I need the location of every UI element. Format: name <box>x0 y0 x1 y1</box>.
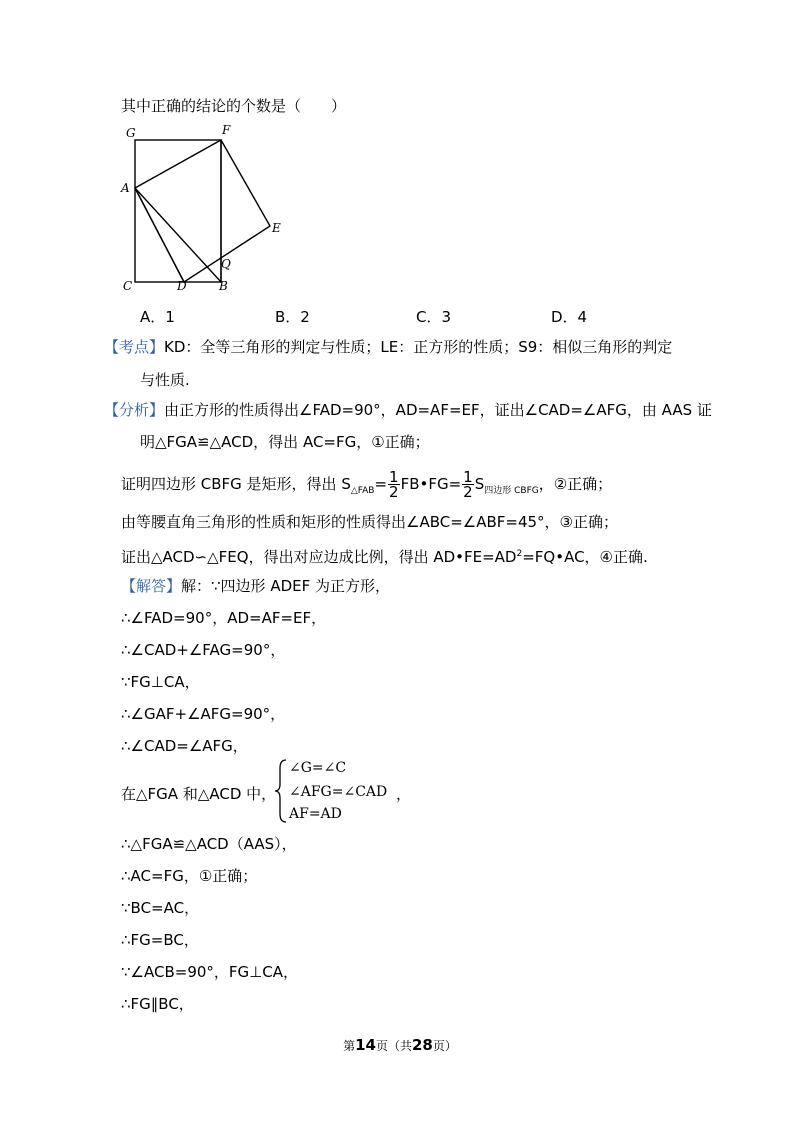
option-d: D．4 <box>551 308 588 326</box>
footer-page-number: 14 <box>355 1036 376 1054</box>
label-g: G <box>126 126 136 140</box>
footer-post: 页） <box>432 1039 457 1053</box>
label-d: D <box>177 279 187 293</box>
fenxi-line1 <box>104 400 712 420</box>
fenxi-line4: 由等腰直角三角形的性质和矩形的性质得出∠ABC=∠ABF=45°，③正确； <box>121 513 619 531</box>
fraction-half <box>388 470 400 499</box>
solution-step-6-post: ， <box>396 785 412 803</box>
rectangle-gcbf <box>135 140 221 282</box>
fenxi-line3-d: S <box>474 475 485 493</box>
system-eq-3: AF=AD <box>289 806 342 822</box>
solution-step-9: ∵BC=AC， <box>121 899 200 917</box>
kaodian-line2: 与性质. <box>140 371 190 389</box>
solution-step-12: ∴FG∥BC， <box>121 995 194 1013</box>
fenxi-line3-e: ，②正确； <box>538 475 613 493</box>
label-e: E <box>272 221 281 235</box>
option-b: B．2 <box>275 308 310 326</box>
superscript-2: 2 <box>516 549 523 559</box>
jieda-head-text: 解：∵四边形 ADEF 为正方形， <box>181 577 391 595</box>
fenxi-line2: 明△FGA≌△ACD，得出 AC=FG，①正确； <box>140 433 430 451</box>
fenxi-line3 <box>121 470 612 501</box>
fraction-den: 2 <box>389 483 399 501</box>
solution-step-11: ∵∠ACB=90°，FG⊥CA， <box>121 963 298 981</box>
solution-step-10: ∴FG=BC， <box>121 931 199 949</box>
solution-step-2: ∴∠CAD+∠FAG=90°， <box>121 641 286 659</box>
fenxi-line3-a: 证明四边形 CBFG 是矩形，得出 S <box>121 475 351 493</box>
fraction-den-2: 2 <box>463 483 473 501</box>
solution-step-5: ∴∠CAD=∠AFG， <box>121 737 248 755</box>
option-a: A．1 <box>140 308 175 326</box>
solution-step-4: ∴∠GAF+∠AFG=90°， <box>121 705 286 723</box>
fraction-num-2: 1 <box>463 468 473 486</box>
solution-step-7: ∴△FGA≌△ACD（AAS）， <box>121 835 297 853</box>
page-footer <box>0 1036 800 1054</box>
label-b: B <box>219 279 228 293</box>
kaodian-tag: 【考点】 <box>104 338 165 356</box>
question-stem: 其中正确的结论的个数是（ ） <box>121 97 347 115</box>
jieda-tag: 【解答】 <box>121 577 182 595</box>
fenxi-line5 <box>121 544 648 567</box>
solution-step-3: ∵FG⊥CA， <box>121 673 200 691</box>
fenxi-line5-b: =FQ•AC，④正确. <box>522 548 648 566</box>
label-q: Q <box>221 257 231 271</box>
kaodian-line1 <box>104 337 672 357</box>
label-a: A <box>121 181 130 195</box>
left-brace-icon <box>274 758 288 824</box>
fenxi-line3-c: FB•FG= <box>400 475 462 493</box>
geometry-figure <box>115 118 295 298</box>
system-eq-2: ∠AFG=∠CAD <box>289 784 388 800</box>
jieda-head <box>121 576 390 596</box>
solution-step-6-pre: 在△FGA 和△ACD 中， <box>121 785 277 803</box>
subscript-cbfg: 四边形 CBFG <box>484 486 539 496</box>
label-f: F <box>222 123 231 137</box>
label-c: C <box>123 279 133 293</box>
footer-mid: 页（共 <box>375 1039 412 1053</box>
segment-ab <box>135 188 221 282</box>
fenxi-tag: 【分析】 <box>104 401 165 419</box>
footer-pre: 第 <box>343 1039 356 1053</box>
fenxi-text1: 由正方形的性质得出∠FAD=90°，AD=AF=EF，证出∠CAD=∠AFG，由 AAS 证 <box>164 401 712 419</box>
footer-total-pages: 28 <box>412 1036 433 1054</box>
fenxi-line5-a: 证出△ACD∽△FEQ，得出对应边成比例，得出 AD•FE=AD <box>121 548 517 566</box>
fraction-half-2 <box>462 470 474 499</box>
kaodian-text: KD：全等三角形的判定与性质；LE：正方形的性质；S9：相似三角形的判定 <box>164 338 673 356</box>
fraction-num: 1 <box>389 468 399 486</box>
option-c: C．3 <box>416 308 452 326</box>
fenxi-line3-eq: = <box>374 475 388 493</box>
solution-step-1: ∴∠FAD=90°，AD=AF=EF， <box>121 609 327 627</box>
subscript-fab: △FAB <box>350 486 375 496</box>
solution-step-8: ∴AC=FG，①正确； <box>121 867 258 885</box>
system-eq-1: ∠G=∠C <box>289 760 347 776</box>
